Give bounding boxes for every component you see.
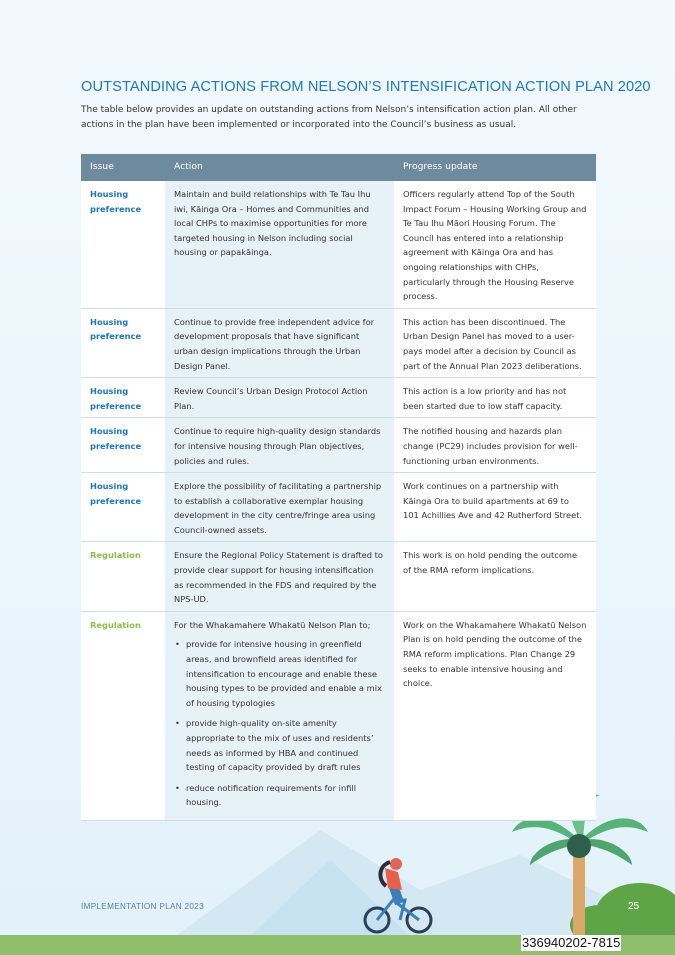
progress-cell: Officers regularly attend Top of the South Impact Forum – Housing Working Group and Te Tau Ihu Māori Housing Forum. The Council has entered into a relationship agreement with Kāinga Ora and has ongoing relationships with CHPs, particularly through the Housing Reserve process. xyxy=(394,181,596,308)
list-item: • provide for intensive housing in greenfield areas, and brownfield areas identified for intensification to encourage and enable these housing types to be provided and enable a mix of housing typologies xyxy=(174,637,385,710)
table-row xyxy=(81,181,596,308)
action-cell: Continue to provide free independent advice for development proposals that have significant urban design implications through the Urban Design Panel. xyxy=(165,308,394,377)
issue-cell: Regulation xyxy=(81,542,165,611)
action-cell: Maintain and build relationships with Te Tau Ihu iwi, Kāinga Ora – Homes and Communities and local CHPs to maximise opportunities for more targeted housing in Nelson including social housing or papakāinga. xyxy=(165,181,394,308)
document-number: 336940202-7815 xyxy=(522,935,621,950)
header-progress: Progress update xyxy=(394,154,596,181)
table-row xyxy=(81,418,596,473)
action-cell xyxy=(165,611,394,820)
action-cell: Explore the possibility of facilitating a partnership to establish a collaborative exemplar housing development in the city centre/fringe area using Council-owned assets. xyxy=(165,473,394,542)
table-header-row xyxy=(81,154,596,181)
list-item: • provide high-quality on-site amenity appropriate to the mix of uses and residents’ needs as informed by HBA and continued testing of capacity provided by draft rules xyxy=(174,716,385,774)
progress-cell: The notified housing and hazards plan change (PC29) includes provision for well-functioning urban environments. xyxy=(394,418,596,473)
table-row xyxy=(81,542,596,611)
issue-cell: Housing preference xyxy=(81,418,165,473)
action-cell: Continue to require high-quality design standards for intensive housing through Plan objectives, policies and rules. xyxy=(165,418,394,473)
action-bullet-list xyxy=(174,637,385,810)
list-item: • reduce notification requirements for infill housing. xyxy=(174,781,385,810)
progress-cell: This work is on hold pending the outcome of the RMA reform implications. xyxy=(394,542,596,611)
action-cell: Ensure the Regional Policy Statement is drafted to provide clear support for housing intensification as recommended in the FDS and required by the NPS-UD. xyxy=(165,542,394,611)
progress-cell: Work on the Whakamahere Whakatū Nelson Plan is on hold pending the outcome of the RMA reform implications. Plan Change 29 seeks to enable intensive housing and choice. xyxy=(394,611,596,820)
actions-table xyxy=(81,154,596,821)
issue-cell: Housing preference xyxy=(81,181,165,308)
action-cell: Review Council’s Urban Design Protocol Action Plan. xyxy=(165,378,394,418)
action-lead-text: For the Whakamahere Whakatū Nelson Plan to; xyxy=(174,619,371,630)
table-row xyxy=(81,378,596,418)
issue-cell: Regulation xyxy=(81,611,165,820)
header-issue: Issue xyxy=(81,154,165,181)
table-row xyxy=(81,308,596,377)
progress-cell: This action is a low priority and has not been started due to low staff capacity. xyxy=(394,378,596,418)
page-title: OUTSTANDING ACTIONS FROM NELSON’S INTENSIFICATION ACTION PLAN 2020 xyxy=(81,79,651,95)
progress-cell: This action has been discontinued. The Urban Design Panel has moved to a user-pays model after a decision by Council as part of the Annual Plan 2023 deliberations. xyxy=(394,308,596,377)
issue-cell: Housing preference xyxy=(81,378,165,418)
table-row xyxy=(81,473,596,542)
header-action: Action xyxy=(165,154,394,181)
intro-paragraph: The table below provides an update on outstanding actions from Nelson’s intensification action plan. All other actions in the plan have been implemented or incorporated into the Council’s business as usual. xyxy=(81,105,577,130)
page-number: 25 xyxy=(628,901,640,912)
footer-label: IMPLEMENTATION PLAN 2023 xyxy=(81,902,204,911)
table-row xyxy=(81,611,596,820)
issue-cell: Housing preference xyxy=(81,473,165,542)
issue-cell: Housing preference xyxy=(81,308,165,377)
progress-cell: Work continues on a partnership with Kāinga Ora to build apartments at 69 to 101 Achillies Ave and 42 Rutherford Street. xyxy=(394,473,596,542)
